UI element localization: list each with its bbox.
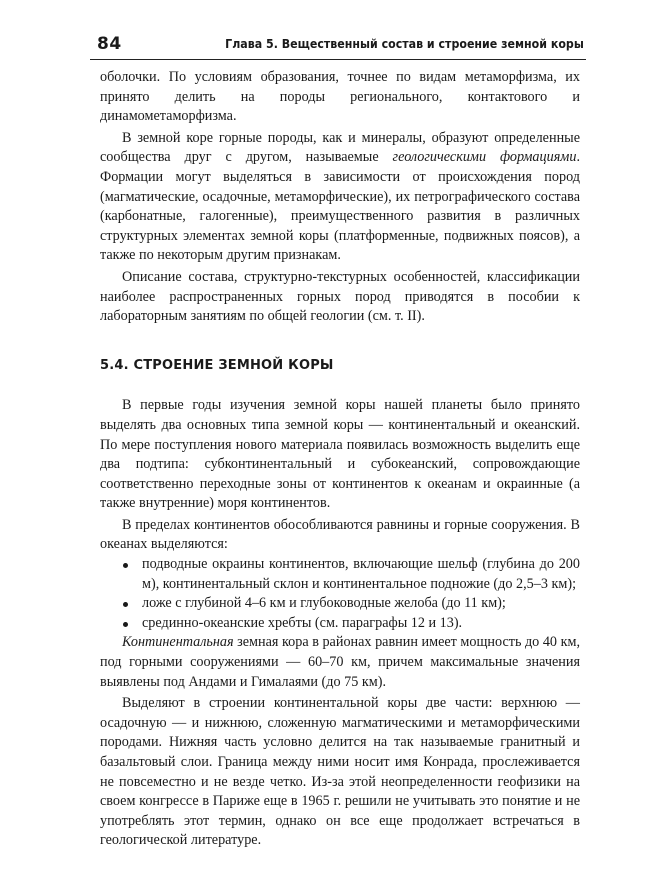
term-geological-formations: геологическими формациями <box>392 149 577 166</box>
bullet-icon <box>123 602 128 607</box>
ocean-features-list <box>100 555 580 633</box>
paragraph-text: земная кора в районах равнин имеет мощность до 40 км, под горными сооружениями — 60–70 км, причем максимальные значения выявлены под Андами и Гималаями (до 75 км). <box>100 634 580 690</box>
page-number: 84 <box>97 34 122 54</box>
paragraph-crust-types: В первые годы изучения земной коры нашей планеты было принято выделять два основных типа земной коры — континентальный и океанский. По мере поступления нового материала появилась возможность выделить еще два подтипа: субконтинентальный и субокеанский, сопровождающие соответственно переходные зоны от континентов к океанам и окраинные (а также внутренние) моря континентов. <box>100 397 580 512</box>
paragraph-metamorphism-continued: оболочки. По условиям образования, точнее по видам метаморфизма, их принято делить на породы регионального, контактового и динамометаморфизма. <box>100 69 580 125</box>
list-item-text: подводные окраины континентов, включающие шельф (глубина до 200 м), континентальный склон и континентальное подножие (до 2,5–3 км); <box>142 556 580 592</box>
paragraph-text: . Формации могут выделяться в зависимости от происхождения пород (магматические, осадочные, метаморфические), их петрографического состава (карбонатные, галогенные), преимущественного развития в различных структурных элементах земной коры (платформенные, подвижных поясов), а также по некоторым другим признакам. <box>100 149 580 264</box>
paragraph-text: В земной коре горные породы, как и минералы, образуют определенные сообщества друг с другом, называемые <box>100 129 580 166</box>
running-header <box>90 33 586 60</box>
paragraph-formations <box>100 129 580 266</box>
paragraph-continental-thickness <box>100 633 580 692</box>
page-body <box>100 68 580 851</box>
list-item <box>100 614 580 634</box>
section-heading: 5.4. СТРОЕНИЕ ЗЕМНОЙ КОРЫ <box>100 357 334 373</box>
chapter-title: Глава 5. Вещественный состав и строение земной коры <box>225 37 584 51</box>
paragraph-crust-layers: Выделяют в строении континентальной коры две части: верхнюю — осадочную — и нижнюю, сложенную магматическими и метаморфическими породами. Нижняя часть условно делится на так называемые гранитный и базальтовый слои. Граница между ними носит имя Конрада, прослеживается не повсеместно и не везде четко. Из-за этой неопределенности геофизики на своем конгрессе в Париже еще в 1965 г. решили не учитывать это понятие и не употреблять этот термин, однако он все еще продолжает встречаться в геологической литературе. <box>100 695 580 849</box>
paragraph-rock-description: Описание состава, структурно-текстурных особенностей, классификации наиболее распространенных горных пород приводятся в пособии к лабораторным занятиям по общей геологии (см. т. II). <box>100 268 580 325</box>
paragraph-continents-oceans: В пределах континентов обособливаются равнины и горные сооружения. В океанах выделяются: <box>100 516 580 553</box>
list-item-text: ложе с глубиной 4–6 км и глубоководные желоба (до 11 км); <box>142 595 506 612</box>
bullet-icon <box>123 563 128 568</box>
term-continental: Континентальная <box>122 634 234 651</box>
list-item <box>100 594 580 614</box>
bullet-icon <box>123 622 128 627</box>
list-item <box>100 555 580 594</box>
list-item-text: срединно-океанские хребты (см. параграфы 12 и 13). <box>142 614 463 631</box>
